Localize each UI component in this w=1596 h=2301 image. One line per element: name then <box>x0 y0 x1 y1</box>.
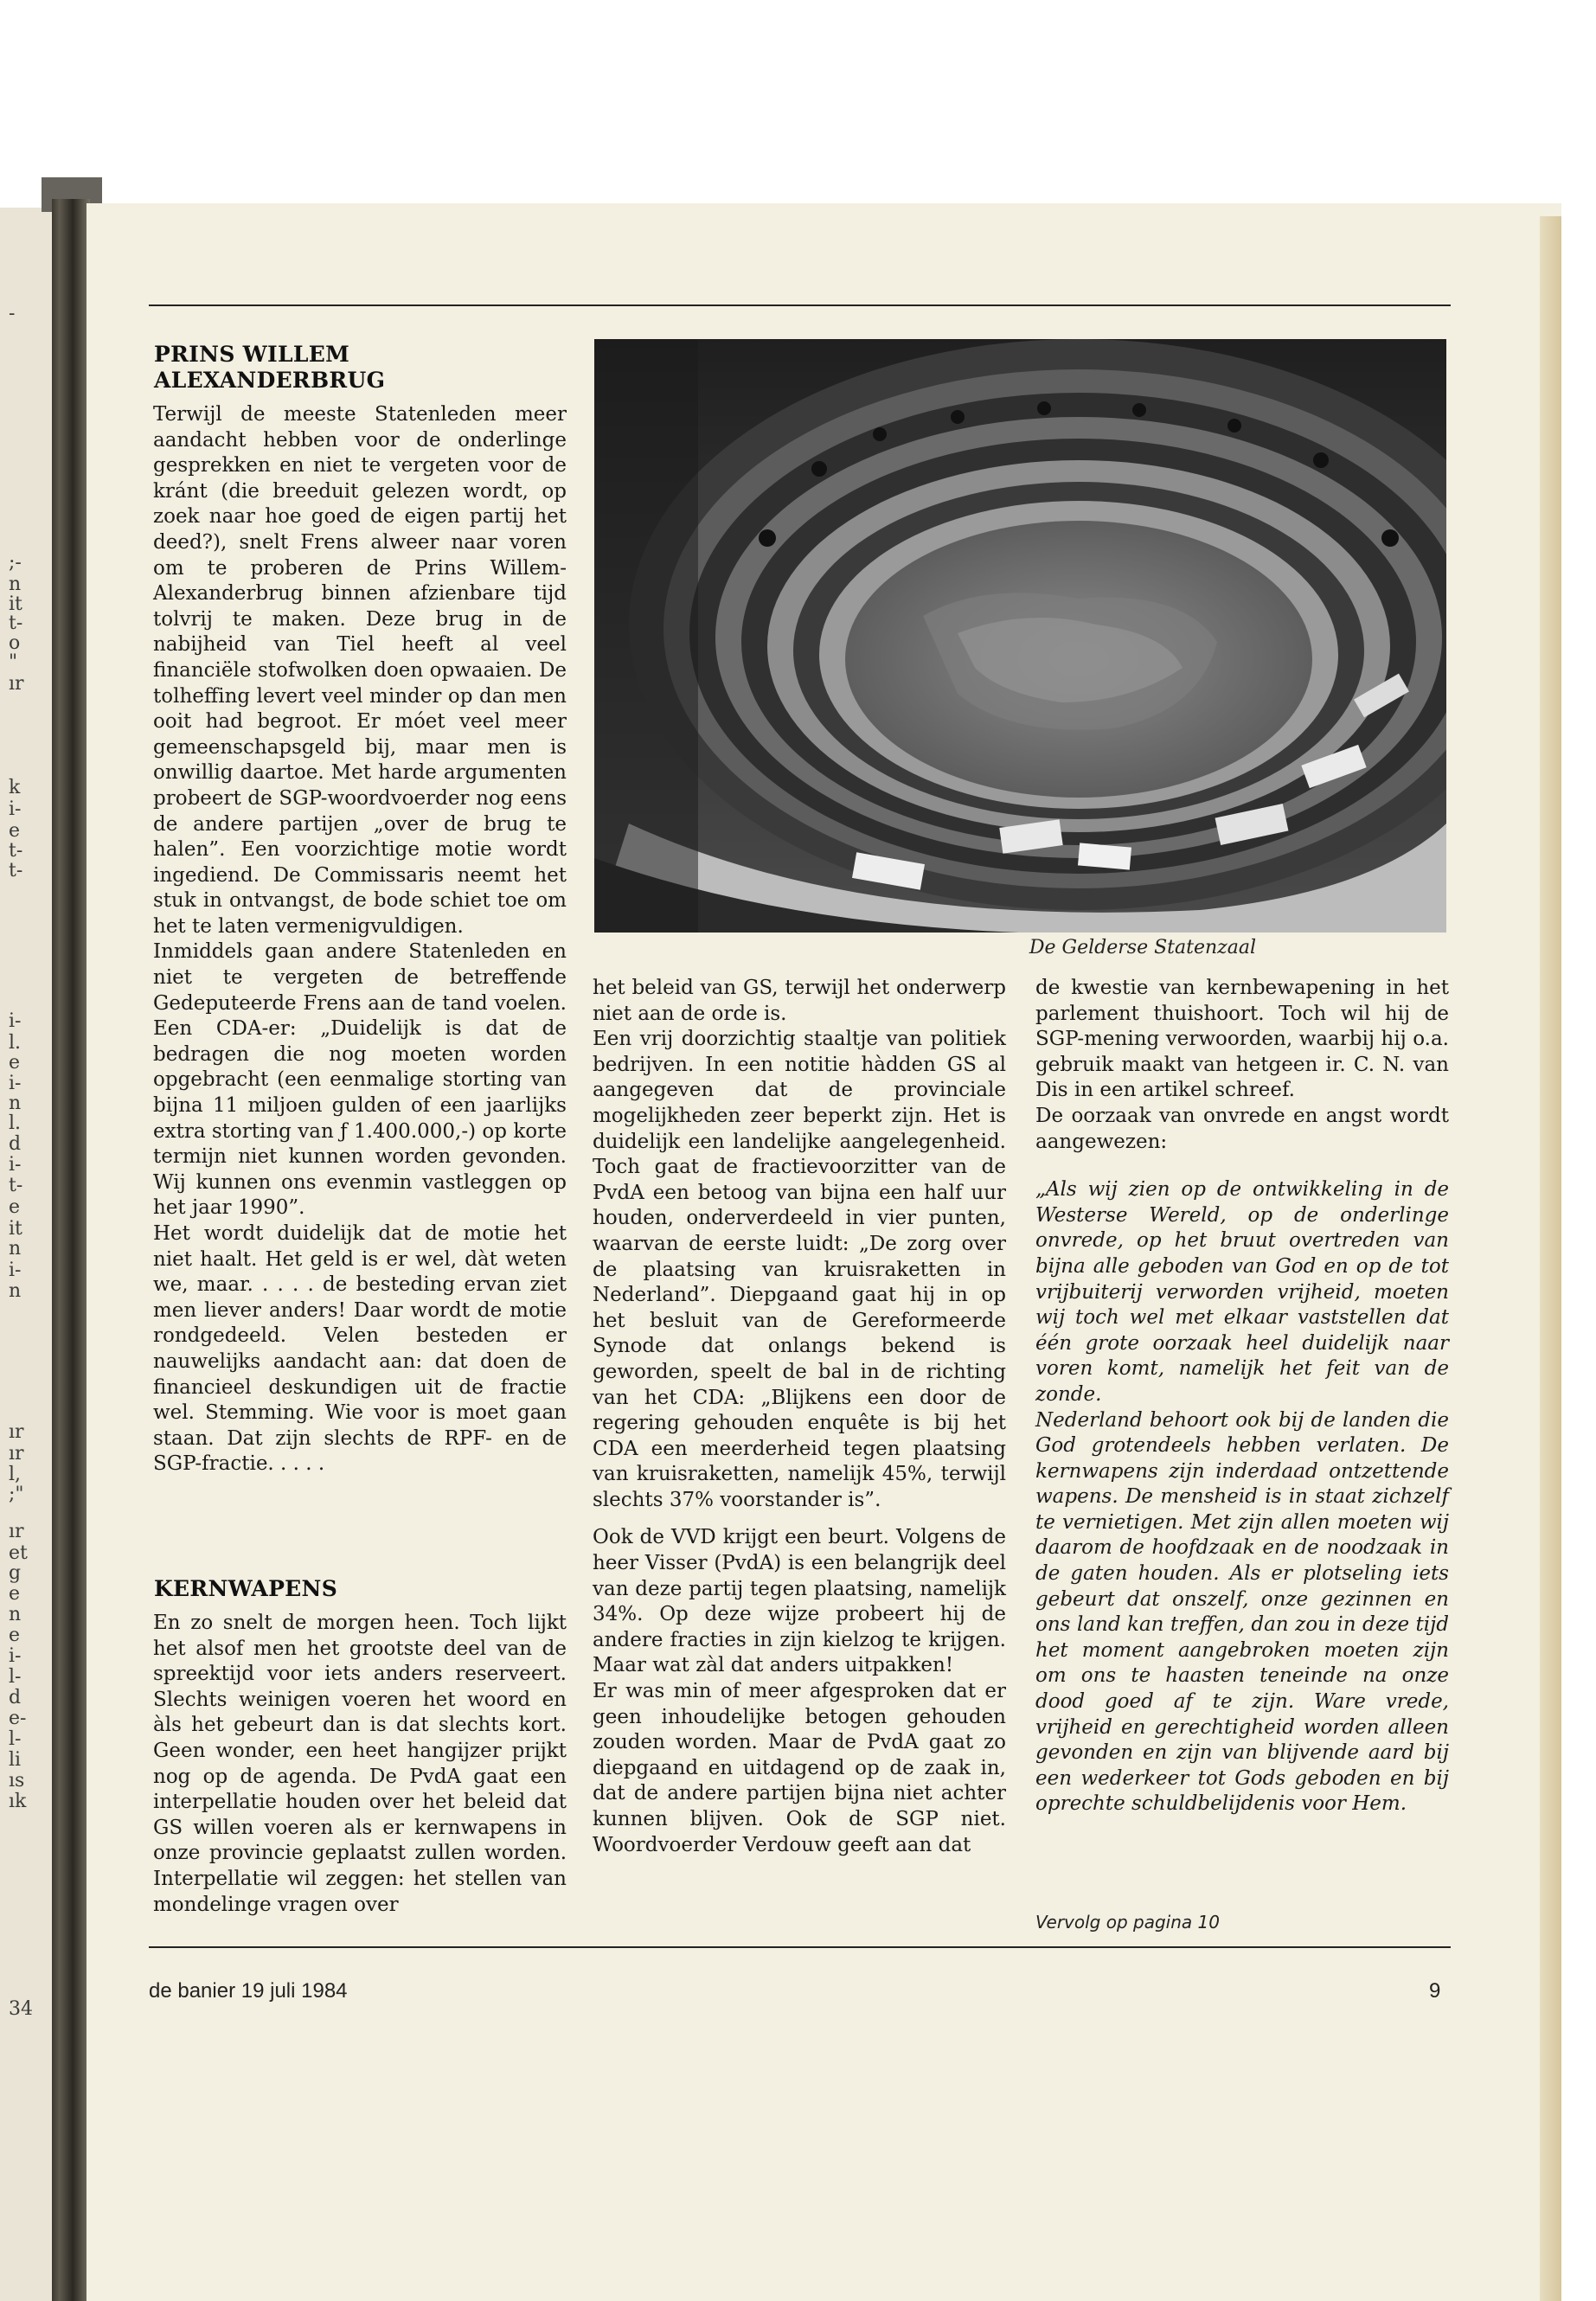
section-heading-prins-willem <box>154 342 385 394</box>
facing-page-fragment: e- <box>9 1708 27 1729</box>
facing-page-fragment: " <box>9 651 18 673</box>
paragraph: het beleid van GS, terwijl het onderwerp niet aan de orde is. <box>593 977 1006 1025</box>
facing-page-fragment: i- <box>9 1010 22 1032</box>
facing-page-fragment: l- <box>9 1728 22 1750</box>
photo-caption: De Gelderse Statenzaal <box>1029 937 1256 958</box>
facing-page-fragment: t- <box>9 860 23 881</box>
facing-page-fragment: ır <box>9 673 24 695</box>
facing-page-fragment: l. <box>9 1112 22 1134</box>
facing-page-fragment: t- <box>9 840 23 862</box>
facing-page-fragment: ır <box>9 1521 24 1542</box>
continued-note: Vervolg op pagina 10 <box>1035 1912 1220 1932</box>
facing-page-fragment: 34 <box>9 1998 33 2020</box>
chamber-photo-illustration <box>594 339 1446 933</box>
facing-page-fragment: it <box>9 593 22 615</box>
facing-page-fragment: l- <box>9 1666 22 1688</box>
facing-page-fragment: l. <box>9 1032 22 1054</box>
facing-page-fragment: e <box>9 1196 21 1218</box>
facing-page-fragment: ır <box>9 1421 24 1443</box>
facing-page-fragment: n <box>9 1280 22 1302</box>
paragraph: Inmiddels gaan andere Statenleden en niet te vergeten de betreffende Gedeputeerde Frens aan de tand voelen. Een CDA-er: „Duidelijk is dat de bedragen die nog moeten worden opgebracht (een eenmalige storting van bijna 11 miljoen gulden of een jaarlijks extra storting van ƒ 1.400.000,-) op korte termijn niet kunnen worden gevonden. Wij kunnen ons evenmin vastleggen op het jaar 1990”. <box>153 940 567 1220</box>
facing-page-fragment: n <box>9 1093 22 1114</box>
facing-page-fragment: e <box>9 1583 21 1605</box>
facing-page-fragment: i- <box>9 1259 22 1281</box>
facing-page-fragment: i- <box>9 1645 22 1667</box>
facing-page-fragment: o <box>9 632 21 654</box>
heading-line-1: PRINS WILLEM <box>154 342 350 367</box>
facing-page-fragment: ır <box>9 1443 24 1465</box>
facing-page-fragment: e <box>9 820 21 842</box>
facing-page-fragment: i- <box>9 1073 22 1094</box>
column-1-kernwapens-body <box>153 1611 567 1918</box>
facing-page-fragment: - <box>9 303 16 324</box>
facing-page-fragment: i- <box>9 1154 22 1176</box>
paragraph: Er was min of meer afgesproken dat er geen inhoudelijke betogen gehouden zouden worden. Maar de PvdA gaat zo diepgaand en uitdagend op de zaak in, dat de andere partijen bijna niet achter kunnen blijven. Ook de SGP niet. Woordvoerder Verdouw geeft aan dat <box>593 1680 1006 1856</box>
facing-page-fragment: i- <box>9 798 22 820</box>
facing-page-fragment: d <box>9 1687 22 1708</box>
facing-page-fragment: ık <box>9 1791 27 1812</box>
facing-page-fragment: l, <box>9 1464 22 1485</box>
paragraph: Een vrij doorzichtig staaltje van politiek bedrijven. In een notitie hàdden GS al aangegeven dat de provinciale mogelijkheden zeer beperkt zijn. Het is duidelijk een landelijke aangelegenheid. Toch gaat de fractievoorzitter van de PvdA een betoog van bijna een half uur houden, onderverdeeld in vier punten, waarvan de eerste luidt: „De zorg over de plaatsing van kruisraketten in Nederland”. Diepgaand gaat hij in op het besluit van de Gereformeerde Synode dat onlangs bekend is geworden, speelt de bal in de richting van het CDA: „Blijkens een door de regering gehouden enquête is bij het CDA een meerderheid tegen plaatsing van kruisraketten, namelijk 45%, terwijl slechts 37% voorstander is”. <box>593 1028 1006 1511</box>
facing-page-fragment: d <box>9 1133 22 1155</box>
paragraph: de kwestie van kernbewapening in het parlement thuishoort. Toch wil hij de SGP-mening verwoorden, waarbij hij o.a. gebruik maakt van hetgeen ir. C. N. van Dis in een artikel schreef. <box>1035 977 1449 1102</box>
column-2-body <box>593 976 1006 1858</box>
facing-page-fragment: it <box>9 1218 22 1240</box>
column-3-body <box>1035 976 1449 1817</box>
facing-page-fragment: n <box>9 1604 22 1625</box>
facing-page-fragment: n <box>9 574 22 595</box>
page-edge <box>1540 216 1561 2301</box>
facing-page-fragment: k <box>9 777 21 798</box>
column-1-body <box>153 402 567 1477</box>
paragraph: Terwijl de meeste Statenleden meer aandacht hebben voor de onderlinge gesprekken en niet te vergeten voor de kránt (die breeduit gelezen wordt, op zoek naar hoe goed de eigen partij het deed?), snelt Frens alweer naar voren om te proberen de Prins Willem-Alexanderbrug binnen afzienbare tijd tolvrij te maken. Deze brug in de nabijheid van Tiel heeft al veel financiële stofwolken doen opwaaien. De tolheffing levert veel minder op dan men ooit had begroot. Er móet veel meer gemeenschapsgeld bij, maar men is onwillig daartoe. Met harde argumenten probeert de SGP-woordvoerder nog eens de andere partijen „over de brug te halen”. Een voorzichtige motie wordt ingediend. De Commissaris neemt het stuk in ontvangst, de bode schiet toe om het te laten vermenigvuldigen. <box>153 403 567 938</box>
facing-page-margin-text <box>0 208 52 2301</box>
top-rule <box>149 304 1451 306</box>
paragraph: Ook de VVD krijgt een beurt. Volgens de heer Visser (PvdA) is een belangrijk deel van deze partij tegen plaatsing, namelijk 34%. Op deze wijze probeert hij de andere fracties in zijn kielzog te krijgen. Maar wat zàl dat anders uitpakken! <box>593 1526 1006 1677</box>
heading-line-2: ALEXANDERBRUG <box>154 368 386 393</box>
facing-page-fragment: et <box>9 1542 28 1564</box>
section-heading-kernwapens <box>154 1576 337 1602</box>
bottom-rule <box>149 1946 1451 1948</box>
facing-page-fragment: ;" <box>9 1484 24 1505</box>
quote-paragraph: „Als wij zien op de ontwikkeling in de Westerse Wereld, op de onderlinge onvrede, op het bruut overtreden van bijna alle geboden van God en op de tot vrijbuiterij verworden vrijheid, moeten wij toch wel met elkaar vaststellen dat één grote oorzaak heel duidelijk naar voren komt, namelijk het feit van de zonde. <box>1035 1178 1449 1406</box>
photo-statenzaal <box>594 339 1446 933</box>
facing-page-fragment: ;- <box>9 552 22 574</box>
facing-page-fragment: t- <box>9 1175 23 1196</box>
facing-page-fragment: e <box>9 1052 21 1074</box>
paragraph: Het wordt duidelijk dat de motie het niet haalt. Het geld is er wel, dàt weten we, maar. . . . . de besteding ervan ziet men liever anders! Daar wordt de motie rondgedeeld. Velen besteden er nauwelijks aandacht aan: dat doen de financieel deskundigen uit de fractie wel. Stemming. Wie voor is moet gaan staan. Dat zijn slechts de RPF- en de SGP-fractie. . . . . <box>153 1222 567 1476</box>
facing-page-fragment: e <box>9 1625 21 1646</box>
book-binding <box>52 199 90 2301</box>
page-number: 9 <box>1429 1979 1441 2003</box>
facing-page-fragment: li <box>9 1749 22 1771</box>
paragraph: De oorzaak van onvrede en angst wordt aangewezen: <box>1035 1104 1449 1153</box>
facing-page-fragment: t- <box>9 612 23 634</box>
footer-publication: de banier 19 juli 1984 <box>149 1979 348 2003</box>
facing-page-fragment: g <box>9 1562 22 1584</box>
heading-kernwapens-text: KERNWAPENS <box>154 1576 338 1601</box>
paragraph: En zo snelt de morgen heen. Toch lijkt het alsof men het grootste deel van de spreektijd voor iets anders reserveert. Slechts weinigen voeren het woord en àls het gebeurt dan is dat slechts kort. Geen wonder, een heet hangijzer prijkt nog op de agenda. De PvdA gaat een interpellatie houden over het beleid dat GS willen voeren als er kernwapens in onze provincie geplaatst zullen worden. Interpellatie wil zeggen: het stellen van mondelinge vragen over <box>153 1612 567 1916</box>
facing-page-fragment: n <box>9 1238 22 1259</box>
quote-paragraph: Nederland behoort ook bij de landen die God grotendeels hebben verlaten. De kernwapens zijn inderdaad ontzettende wapens. De mensheid is in staat zichzelf te vernietigen. Met zijn allen moeten wij daarom de hoofdzaak en de noodzaak in de gaten houden. Als er plotseling iets gebeurt dat onszelf, onze gezinnen en ons land kan treffen, dan zou in deze tijd het moment aangebroken moeten zijn om ons te haasten teneinde na onze dood goed af te zijn. Ware vrede, vrijheid en gerechtigheid worden alleen gevonden en zijn van blijvende aard bij een wederkeer tot Gods geboden en bij oprechte schuldbelijdenis voor Hem. <box>1035 1408 1449 1816</box>
facing-page-fragment: ıs <box>9 1770 25 1791</box>
